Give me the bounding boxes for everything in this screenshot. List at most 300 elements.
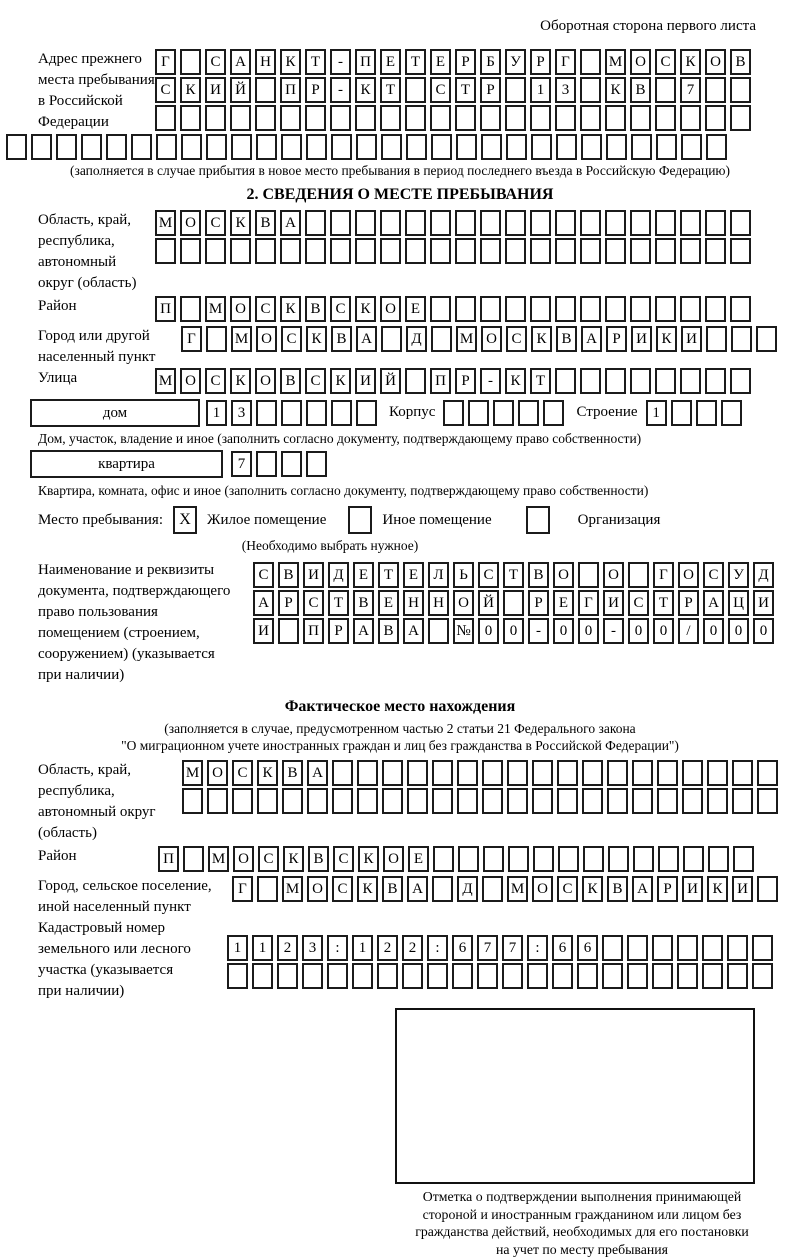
char-box: [480, 296, 501, 322]
cadastral-label: [0, 918, 227, 1002]
char-box: [580, 368, 601, 394]
char-box: [605, 296, 626, 322]
char-box: 0: [753, 618, 774, 644]
char-box: С: [332, 876, 353, 902]
actual-region-field: [0, 760, 800, 844]
char-box: А: [353, 618, 374, 644]
char-box: [281, 134, 302, 160]
district-label: Район: [0, 296, 155, 317]
char-box: [631, 134, 652, 160]
char-box: [652, 963, 673, 989]
char-box: [330, 210, 351, 236]
char-box: [205, 105, 226, 131]
checkbox-residential: X: [173, 506, 197, 534]
char-box: 1: [530, 77, 551, 103]
char-box: П: [430, 368, 451, 394]
char-box: С: [333, 846, 354, 872]
char-box: [605, 368, 626, 394]
label-line: помещением (строением,: [38, 623, 253, 644]
char-box: [602, 935, 623, 961]
char-box: Н: [428, 590, 449, 616]
label-line: автономный округ: [38, 802, 182, 823]
char-box: [455, 296, 476, 322]
char-box: [382, 760, 403, 786]
char-box: Р: [455, 49, 476, 75]
char-box: Т: [305, 49, 326, 75]
confirmation-mark-caption: [382, 1188, 782, 1258]
apartment-type-box: [30, 450, 223, 478]
char-box: [757, 788, 778, 814]
char-box: [503, 590, 524, 616]
char-box: 0: [728, 618, 749, 644]
char-box: [155, 105, 176, 131]
char-box: О: [380, 296, 401, 322]
char-box: И: [682, 876, 703, 902]
char-box: Т: [378, 562, 399, 588]
char-box: [757, 876, 778, 902]
label-line: документа, подтверждающего: [38, 581, 253, 602]
label-line: иной населенный пункт: [38, 897, 232, 918]
char-box: [306, 451, 327, 477]
char-box: В: [305, 296, 326, 322]
char-box: Р: [657, 876, 678, 902]
char-box: Т: [503, 562, 524, 588]
char-box: А: [307, 760, 328, 786]
char-box: С: [305, 368, 326, 394]
char-box: Р: [480, 77, 501, 103]
document-label: [0, 560, 253, 686]
char-box: Р: [278, 590, 299, 616]
char-box: [455, 105, 476, 131]
char-box: [382, 788, 403, 814]
actual-district-label: Район: [0, 846, 158, 867]
char-box: Р: [528, 590, 549, 616]
region-field: [0, 210, 800, 294]
char-box: И: [631, 326, 652, 352]
char-box: 7: [231, 451, 252, 477]
char-box: С: [703, 562, 724, 588]
char-box: -: [603, 618, 624, 644]
char-box: С: [330, 296, 351, 322]
label-line: Область, край,: [38, 760, 182, 781]
char-box: 3: [302, 935, 323, 961]
char-box: [255, 238, 276, 264]
actual-region-label: [0, 760, 182, 844]
char-box: С: [430, 77, 451, 103]
char-box: [280, 238, 301, 264]
char-box: [532, 760, 553, 786]
actual-region-row-2: [182, 788, 782, 814]
char-box: О: [233, 846, 254, 872]
char-box: П: [280, 77, 301, 103]
char-box: [683, 846, 704, 872]
char-box: 6: [552, 935, 573, 961]
char-box: [56, 134, 77, 160]
label-line: сооружением) (указывается: [38, 644, 253, 665]
char-box: [493, 400, 514, 426]
char-box: [607, 760, 628, 786]
char-box: Н: [403, 590, 424, 616]
char-box: Д: [328, 562, 349, 588]
char-box: 0: [703, 618, 724, 644]
char-box: [405, 105, 426, 131]
char-box: [555, 210, 576, 236]
char-box: Г: [578, 590, 599, 616]
char-box: [330, 238, 351, 264]
char-box: И: [603, 590, 624, 616]
apartment-type-label: квартира: [98, 456, 155, 473]
char-box: С: [506, 326, 527, 352]
char-box: Г: [181, 326, 202, 352]
char-box: К: [355, 296, 376, 322]
char-box: 2: [277, 935, 298, 961]
char-box: [752, 963, 773, 989]
char-box: [131, 134, 152, 160]
char-box: [430, 238, 451, 264]
char-box: [605, 105, 626, 131]
char-box: 3: [231, 400, 252, 426]
char-box: [655, 296, 676, 322]
label-line: Федерации: [38, 112, 155, 133]
char-box: [682, 788, 703, 814]
char-box: [356, 134, 377, 160]
char-box: [456, 134, 477, 160]
char-box: [430, 105, 451, 131]
char-box: Е: [430, 49, 451, 75]
char-box: [705, 368, 726, 394]
char-box: [671, 400, 692, 426]
char-box: [357, 760, 378, 786]
char-box: [180, 105, 201, 131]
char-box: 1: [206, 400, 227, 426]
region-row-1: [155, 210, 755, 236]
char-box: [655, 77, 676, 103]
char-box: [681, 134, 702, 160]
document-field: [0, 560, 800, 686]
char-box: -: [330, 49, 351, 75]
label-line: Наименование и реквизиты: [38, 560, 253, 581]
char-box: А: [280, 210, 301, 236]
document-row-3: [253, 618, 778, 644]
char-box: [332, 788, 353, 814]
house-number-row: [206, 400, 381, 426]
char-box: [206, 134, 227, 160]
char-box: [752, 935, 773, 961]
char-box: Т: [328, 590, 349, 616]
char-box: [555, 296, 576, 322]
char-box: В: [308, 846, 329, 872]
label-line: в Российской: [38, 91, 155, 112]
korpus-row: [443, 400, 568, 426]
char-box: [330, 105, 351, 131]
char-box: [327, 963, 348, 989]
char-box: А: [632, 876, 653, 902]
char-box: [207, 788, 228, 814]
char-box: [81, 134, 102, 160]
char-box: [730, 77, 751, 103]
char-box: [557, 788, 578, 814]
char-box: И: [253, 618, 274, 644]
district-field: [0, 296, 800, 324]
char-box: [502, 963, 523, 989]
street-label: Улица: [0, 368, 155, 389]
char-box: [730, 238, 751, 264]
section3-subtitle: [0, 720, 800, 754]
char-box: [331, 400, 352, 426]
char-box: М: [205, 296, 226, 322]
char-box: К: [656, 326, 677, 352]
char-box: К: [505, 368, 526, 394]
char-box: [381, 134, 402, 160]
char-box: [730, 368, 751, 394]
prev-address-row-4: [0, 134, 800, 160]
actual-region-row-1: [182, 760, 782, 786]
char-box: [230, 238, 251, 264]
prev-address-field: [0, 49, 800, 133]
label-line: земельного или лесного: [38, 939, 227, 960]
char-box: [306, 400, 327, 426]
char-box: В: [607, 876, 628, 902]
char-box: В: [630, 77, 651, 103]
char-box: О: [705, 49, 726, 75]
label-line: места пребывания: [38, 70, 155, 91]
char-box: [306, 134, 327, 160]
char-box: Е: [403, 562, 424, 588]
char-box: К: [306, 326, 327, 352]
city-field: [0, 326, 800, 368]
char-box: [405, 238, 426, 264]
char-box: [757, 760, 778, 786]
char-box: Т: [455, 77, 476, 103]
char-box: [257, 788, 278, 814]
char-box: А: [253, 590, 274, 616]
char-box: К: [280, 49, 301, 75]
char-box: 0: [478, 618, 499, 644]
char-box: [506, 134, 527, 160]
char-box: [277, 963, 298, 989]
char-box: 2: [402, 935, 423, 961]
char-box: 0: [628, 618, 649, 644]
char-box: О: [307, 876, 328, 902]
label-line: автономный: [38, 252, 155, 273]
char-box: [355, 105, 376, 131]
section2-title: 2. СВЕДЕНИЯ О МЕСТЕ ПРЕБЫВАНИЯ: [0, 186, 800, 204]
district-row: [155, 296, 755, 322]
char-box: [331, 134, 352, 160]
char-box: [482, 788, 503, 814]
char-box: [605, 210, 626, 236]
char-box: [602, 963, 623, 989]
char-box: 1: [227, 935, 248, 961]
label-line: Город, сельское поселение,: [38, 876, 232, 897]
char-box: [280, 105, 301, 131]
char-box: О: [383, 846, 404, 872]
char-box: [682, 760, 703, 786]
char-box: [381, 326, 402, 352]
char-box: [155, 238, 176, 264]
char-box: [332, 760, 353, 786]
char-box: К: [358, 846, 379, 872]
char-box: [530, 105, 551, 131]
char-box: [705, 296, 726, 322]
char-box: [580, 296, 601, 322]
char-box: П: [158, 846, 179, 872]
char-box: [431, 134, 452, 160]
char-box: [377, 963, 398, 989]
char-box: О: [532, 876, 553, 902]
char-box: [457, 760, 478, 786]
label-line: населенный пункт: [38, 347, 181, 368]
char-box: [256, 400, 277, 426]
char-box: [530, 296, 551, 322]
char-box: М: [605, 49, 626, 75]
char-box: [730, 296, 751, 322]
section3-title: Фактическое место нахождения: [0, 698, 800, 716]
stay-place-label: Место пребывания:: [38, 512, 163, 529]
char-box: Б: [480, 49, 501, 75]
apartment-caption: Квартира, комната, офис и иное (заполнить согласно документу, подтверждающему право собственности): [0, 482, 800, 499]
char-box: [278, 618, 299, 644]
char-box: -: [528, 618, 549, 644]
char-box: [355, 238, 376, 264]
char-box: У: [505, 49, 526, 75]
char-box: 6: [452, 935, 473, 961]
char-box: [630, 105, 651, 131]
char-box: [707, 760, 728, 786]
char-box: [477, 963, 498, 989]
char-box: А: [403, 618, 424, 644]
char-box: [658, 846, 679, 872]
char-box: [232, 788, 253, 814]
char-box: К: [280, 296, 301, 322]
char-box: [357, 788, 378, 814]
char-box: [583, 846, 604, 872]
char-box: [6, 134, 27, 160]
option-residential-label: Жилое помещение: [207, 512, 326, 529]
char-box: Т: [380, 77, 401, 103]
char-box: [706, 134, 727, 160]
label-line: право пользования: [38, 602, 253, 623]
char-box: [705, 77, 726, 103]
char-box: [580, 105, 601, 131]
char-box: С: [205, 210, 226, 236]
char-box: И: [753, 590, 774, 616]
char-box: [531, 134, 552, 160]
stroenie-label: Строение: [568, 399, 645, 425]
char-box: [732, 788, 753, 814]
char-box: С: [253, 562, 274, 588]
char-box: [480, 105, 501, 131]
char-box: Г: [155, 49, 176, 75]
char-box: [555, 105, 576, 131]
char-box: Ц: [728, 590, 749, 616]
char-box: [455, 210, 476, 236]
house-type-box: [30, 399, 200, 427]
char-box: [582, 788, 603, 814]
char-box: /: [678, 618, 699, 644]
char-box: [452, 963, 473, 989]
char-box: [680, 368, 701, 394]
char-box: О: [180, 210, 201, 236]
char-box: [307, 788, 328, 814]
char-box: Р: [305, 77, 326, 103]
char-box: [705, 105, 726, 131]
char-box: С: [205, 49, 226, 75]
char-box: [533, 846, 554, 872]
char-box: [180, 238, 201, 264]
char-box: [543, 400, 564, 426]
char-box: М: [507, 876, 528, 902]
char-box: В: [280, 368, 301, 394]
char-box: [632, 788, 653, 814]
char-box: 7: [477, 935, 498, 961]
char-box: 0: [578, 618, 599, 644]
char-box: Е: [408, 846, 429, 872]
char-box: Р: [328, 618, 349, 644]
char-box: К: [180, 77, 201, 103]
label-line: округ (область): [38, 273, 155, 294]
char-box: [727, 963, 748, 989]
char-box: М: [182, 760, 203, 786]
house-type-label: дом: [103, 405, 127, 422]
char-box: [608, 846, 629, 872]
char-box: [256, 451, 277, 477]
char-box: [552, 963, 573, 989]
char-box: [507, 788, 528, 814]
char-box: [405, 210, 426, 236]
char-box: [705, 238, 726, 264]
char-box: [706, 326, 727, 352]
char-box: [281, 451, 302, 477]
document-row-2: [253, 590, 778, 616]
char-box: [527, 963, 548, 989]
char-box: [696, 400, 717, 426]
char-box: [505, 105, 526, 131]
char-box: [457, 788, 478, 814]
char-box: [355, 210, 376, 236]
char-box: [655, 368, 676, 394]
option-organization-label: Организация: [578, 512, 661, 529]
char-box: Р: [455, 368, 476, 394]
char-box: [407, 760, 428, 786]
char-box: [481, 134, 502, 160]
label-line: Отметка о подтверждении выполнения принимающей: [382, 1188, 782, 1206]
char-box: [518, 400, 539, 426]
char-box: [627, 963, 648, 989]
char-box: [380, 210, 401, 236]
char-box: С: [205, 368, 226, 394]
char-box: Г: [653, 562, 674, 588]
char-box: М: [231, 326, 252, 352]
char-box: [480, 238, 501, 264]
char-box: [505, 210, 526, 236]
char-box: [581, 134, 602, 160]
char-box: К: [605, 77, 626, 103]
prev-address-row-2: [155, 77, 755, 103]
char-box: 0: [503, 618, 524, 644]
char-box: [468, 400, 489, 426]
char-box: И: [355, 368, 376, 394]
char-box: [580, 238, 601, 264]
char-box: [405, 368, 426, 394]
char-box: [430, 210, 451, 236]
label-line: стороной и иностранным гражданином или лицом без: [382, 1206, 782, 1224]
char-box: [607, 788, 628, 814]
char-box: [708, 846, 729, 872]
char-box: [380, 238, 401, 264]
char-box: [31, 134, 52, 160]
actual-district-field: [0, 846, 800, 874]
